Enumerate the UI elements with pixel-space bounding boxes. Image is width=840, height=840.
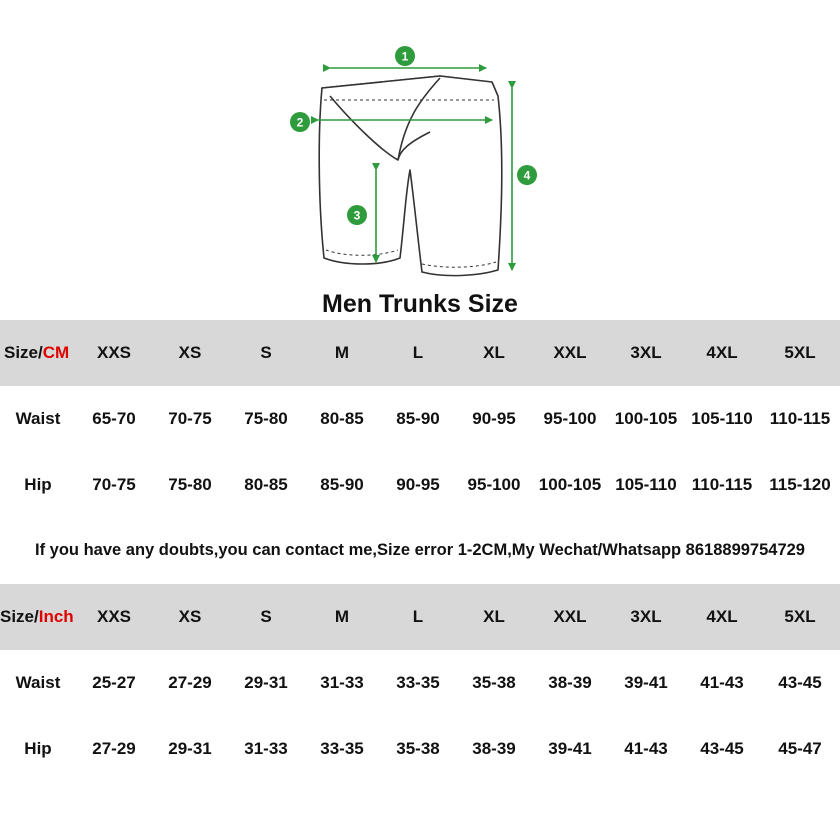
marker-2 bbox=[290, 112, 310, 132]
size-unit-label: Size/CM bbox=[0, 320, 76, 386]
table-cell: 90-95 bbox=[472, 409, 516, 428]
table-cell: 27-29 bbox=[168, 673, 212, 692]
table-cell: 35-38 bbox=[396, 739, 440, 758]
table-cell: 105-110 bbox=[691, 409, 753, 428]
table-cell: 29-31 bbox=[244, 673, 288, 692]
size-header: M bbox=[304, 320, 380, 386]
table-row-hip bbox=[0, 716, 840, 782]
size-header: XS bbox=[152, 320, 228, 386]
table-cell: 70-75 bbox=[168, 409, 212, 428]
size-header: M bbox=[304, 584, 380, 650]
table-cell: 38-39 bbox=[548, 673, 592, 692]
table-cell: 75-80 bbox=[168, 475, 212, 494]
table-cell: 31-33 bbox=[320, 673, 364, 692]
chart-title: Men Trunks Size bbox=[322, 290, 518, 318]
size-header: L bbox=[380, 584, 456, 650]
table-row-waist bbox=[0, 650, 840, 716]
size-header: 5XL bbox=[760, 320, 840, 386]
unit-label: Inch bbox=[38, 607, 74, 626]
table-cell: 85-90 bbox=[320, 475, 364, 494]
size-header: XXL bbox=[532, 584, 608, 650]
row-label: Waist bbox=[15, 409, 61, 428]
trunks-outline bbox=[319, 76, 502, 276]
size-header: 4XL bbox=[684, 584, 760, 650]
table-cell: 29-31 bbox=[168, 739, 212, 758]
table-cell: 39-41 bbox=[624, 673, 668, 692]
svg-text:3: 3 bbox=[353, 208, 361, 223]
marker-1 bbox=[395, 46, 415, 66]
table-cell: 95-100 bbox=[467, 475, 521, 494]
marker-4 bbox=[517, 165, 537, 185]
size-header: 5XL bbox=[760, 584, 840, 650]
table-cell: 65-70 bbox=[92, 409, 136, 428]
row-label: Hip bbox=[24, 475, 52, 494]
size-header: 3XL bbox=[608, 584, 684, 650]
table-cell: 70-75 bbox=[92, 475, 136, 494]
size-header: XL bbox=[456, 320, 532, 386]
size-header: XXS bbox=[76, 320, 152, 386]
table-cell: 110-115 bbox=[769, 409, 831, 428]
size-header: S bbox=[228, 584, 304, 650]
row-label: Waist bbox=[15, 673, 61, 692]
size-table-inch bbox=[0, 584, 840, 782]
marker-3 bbox=[347, 205, 367, 225]
table-cell: 25-27 bbox=[92, 673, 136, 692]
size-header: XL bbox=[456, 584, 532, 650]
size-header: S bbox=[228, 320, 304, 386]
table-cell: 85-90 bbox=[396, 409, 440, 428]
table-cell: 35-38 bbox=[472, 673, 516, 692]
table-cell: 45-47 bbox=[778, 739, 822, 758]
table-cell: 43-45 bbox=[778, 673, 822, 692]
table-cell: 39-41 bbox=[548, 739, 592, 758]
size-header: XS bbox=[152, 584, 228, 650]
size-header: XXL bbox=[532, 320, 608, 386]
table-cell: 43-45 bbox=[700, 739, 744, 758]
table-header-row bbox=[0, 584, 840, 650]
table-cell: 31-33 bbox=[244, 739, 288, 758]
size-table-cm bbox=[0, 320, 840, 518]
trunks-measurement-diagram bbox=[0, 0, 840, 290]
table-cell: 95-100 bbox=[543, 409, 597, 428]
contact-note: If you have any doubts,you can contact me,Size error 1-2CM,My Wechat/Whatsapp 8618899754729 bbox=[35, 541, 805, 559]
table-cell: 33-35 bbox=[396, 673, 440, 692]
table-cell: 38-39 bbox=[472, 739, 516, 758]
table-cell: 41-43 bbox=[624, 739, 668, 758]
table-row-waist bbox=[0, 386, 840, 452]
table-cell: 115-120 bbox=[769, 475, 831, 494]
table-cell: 41-43 bbox=[700, 673, 744, 692]
size-header: 4XL bbox=[684, 320, 760, 386]
table-cell: 33-35 bbox=[320, 739, 364, 758]
size-header: XXS bbox=[76, 584, 152, 650]
size-header: 3XL bbox=[608, 320, 684, 386]
table-cell: 100-105 bbox=[538, 475, 602, 494]
svg-text:4: 4 bbox=[523, 168, 531, 183]
size-unit-label: Size/Inch bbox=[0, 584, 76, 650]
table-header-row bbox=[0, 320, 840, 386]
size-header: L bbox=[380, 320, 456, 386]
svg-text:2: 2 bbox=[296, 115, 304, 130]
table-cell: 105-110 bbox=[615, 475, 677, 494]
table-cell: 110-115 bbox=[691, 475, 753, 494]
table-cell: 80-85 bbox=[320, 409, 364, 428]
row-label: Hip bbox=[24, 739, 52, 758]
table-cell: 100-105 bbox=[614, 409, 678, 428]
table-row-hip bbox=[0, 452, 840, 518]
svg-text:1: 1 bbox=[401, 49, 409, 64]
table-cell: 27-29 bbox=[92, 739, 136, 758]
table-cell: 80-85 bbox=[244, 475, 288, 494]
table-cell: 90-95 bbox=[396, 475, 440, 494]
table-cell: 75-80 bbox=[244, 409, 288, 428]
unit-label: CM bbox=[42, 343, 70, 362]
